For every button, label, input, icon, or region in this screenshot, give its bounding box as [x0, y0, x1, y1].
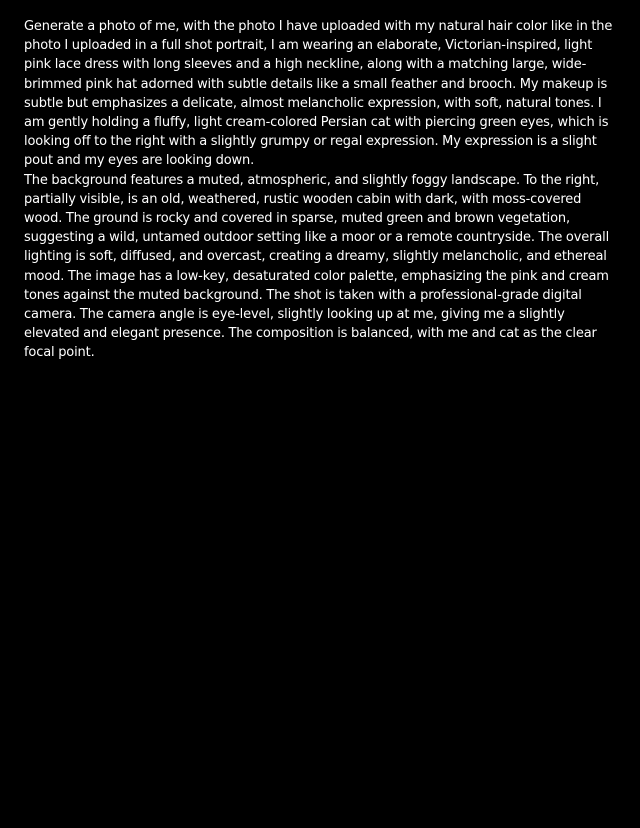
prompt-paragraph-subject: Generate a photo of me, with the photo I have uploaded with my natural hair color like in the photo I uploaded in a full shot portrait, I am wearing an elaborate, Victorian-inspired, light pink lace dress with long sleeves and a high neckline, along with a matching large, wide-brimmed pink hat adorned with subtle details like a small feather and brooch. My makeup is subtle but emphasizes a delicate, almost melancholic expression, with soft, natural tones. I am gently holding a fluffy, light cream-colored Persian cat with piercing green eyes, which is looking off to the right with a slightly grumpy or regal expression. My expression is a slight pout and my eyes are looking down.: [24, 19, 613, 169]
prompt-paragraph-background: The background features a muted, atmospheric, and slightly foggy landscape. To the right, partially visible, is an old, weathered, rustic wooden cabin with dark, with moss-covered wood. The ground is rocky and covered in sparse, muted green and brown vegetation, suggesting a wild, untamed outdoor setting like a moor or a remote countryside. The overall lighting is soft, diffused, and overcast, creating a dreamy, slightly melancholic, and ethereal mood. The image has a low-key, desaturated color palette, emphasizing the pink and cream tones against the muted background. The shot is taken with a professional-grade digital camera. The camera angle is eye-level, slightly looking up at me, giving me a slightly elevated and elegant presence. The composition is balanced, with me and cat as the clear focal point.: [24, 172, 610, 361]
